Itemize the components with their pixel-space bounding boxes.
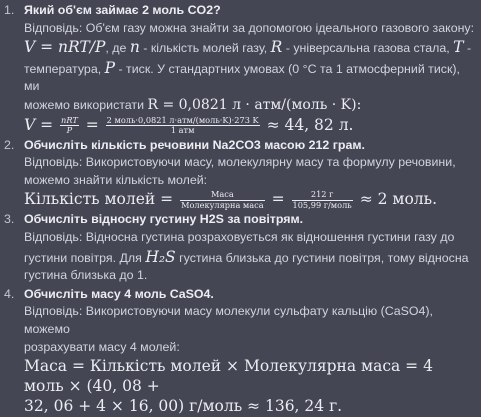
answer-text: розрахувати масу 4 молей: (24, 339, 180, 354)
formula-moles-calc (24, 189, 475, 210)
formula-equals: = (80, 115, 104, 134)
item-number: 3. (4, 212, 15, 227)
formula-lhs: V = (24, 115, 59, 134)
formula-lhs: Кількість молей = (24, 190, 179, 209)
fraction-denominator: Молекулярна маса (181, 199, 264, 210)
answer-text: можемо знайти кількість молей: (24, 172, 208, 187)
fraction-numerator: Маса (180, 190, 265, 200)
list-item-4 (4, 286, 475, 417)
answer-text: - тиск. У стандартних умовах (0 °C та 1 атмосферний тиск), ми (24, 61, 460, 94)
fraction-numerator: nRT (61, 114, 78, 125)
answer-text: Відповідь: Використовуючи масу молекули сульфату кальцію (CaSO4), можемо (24, 304, 433, 336)
list-item-3 (4, 211, 475, 284)
answer-text: густини повітря. Для (24, 250, 146, 265)
answer-text: густина близька до 1. (24, 268, 148, 283)
item-number: 2. (4, 137, 15, 152)
formula-equals: = (266, 190, 290, 209)
question-text: Обчисліть кількість речовини Na2CO3 масою 212 грам. (24, 137, 365, 152)
answer-text: Відповідь: Відносна густина розраховується як відношення густини газу до (24, 229, 455, 244)
fraction (292, 190, 353, 210)
answer-text: , де (105, 41, 130, 56)
question-text: Обчисліть відносну густину H2S за повітрям. (24, 212, 304, 227)
item-number: 4. (4, 286, 15, 301)
question-text: Обчисліть масу 4 моль CaSO4. (24, 286, 214, 301)
question-text: Який об'єм займає 2 моль CO2? (24, 3, 221, 17)
fraction-denominator: 105,99 г/моль (292, 199, 352, 210)
formula-result: ≈ 44, 82 л. (261, 115, 354, 134)
item-number: 1. (4, 3, 15, 17)
formula-gas-constant: R = 0,0821 л · атм/(моль · K): (147, 97, 362, 114)
answer-formula-line (24, 37, 475, 58)
fraction (60, 116, 79, 136)
fraction-denominator: 1 атм (170, 125, 195, 136)
answer-text: - кількість молей газу, (139, 41, 271, 56)
answer-list (4, 2, 475, 417)
formula-ideal-gas: V = nRT/P (24, 38, 106, 57)
fraction-numerator: 2 моль·0,0821 л·атм/(моль·K)·273 K (106, 114, 259, 125)
answer-text: густина близька до густини повітря, тому відносна (175, 250, 469, 265)
variable-R: R (270, 38, 283, 57)
fraction-numerator: 212 г (292, 190, 353, 200)
answer-text: Відповідь: Використовуючи масу, молекулярну масу та формулу речовини, (24, 155, 456, 170)
answer-text: можемо використати (24, 98, 148, 113)
formula-mass-calc-line-1: Маса = Кількість молей × Молекулярна маса = 4 моль × (40, 08 + (24, 357, 433, 396)
variable-P: P (104, 58, 116, 77)
formula-mass-calc-line-2: 32, 06 + 4 × 16, 00) г/моль ≈ 136, 24 г. (24, 397, 343, 416)
answer-text-line (24, 247, 475, 268)
fraction-denominator: P (66, 125, 73, 136)
list-item-2 (4, 137, 475, 211)
answer-text: Відповідь: Об'єм газу можна знайти за допомогою ідеального газового закону: (24, 20, 475, 35)
answer-text-line (24, 58, 475, 96)
variable-n: n (129, 38, 140, 57)
answer-text: температура, (24, 61, 105, 76)
answer-formula-line (24, 96, 475, 115)
list-item-1 (4, 2, 475, 136)
fraction (180, 190, 265, 210)
fraction (106, 116, 260, 136)
variable-T: T (453, 38, 464, 57)
answer-text: - універсальна газова стала, (282, 41, 454, 56)
formula-volume-calc (24, 115, 475, 136)
formula-result: ≈ 2 моль. (354, 190, 437, 209)
answer-text: - (463, 41, 472, 56)
formula-h2s: H₂S (145, 247, 176, 266)
